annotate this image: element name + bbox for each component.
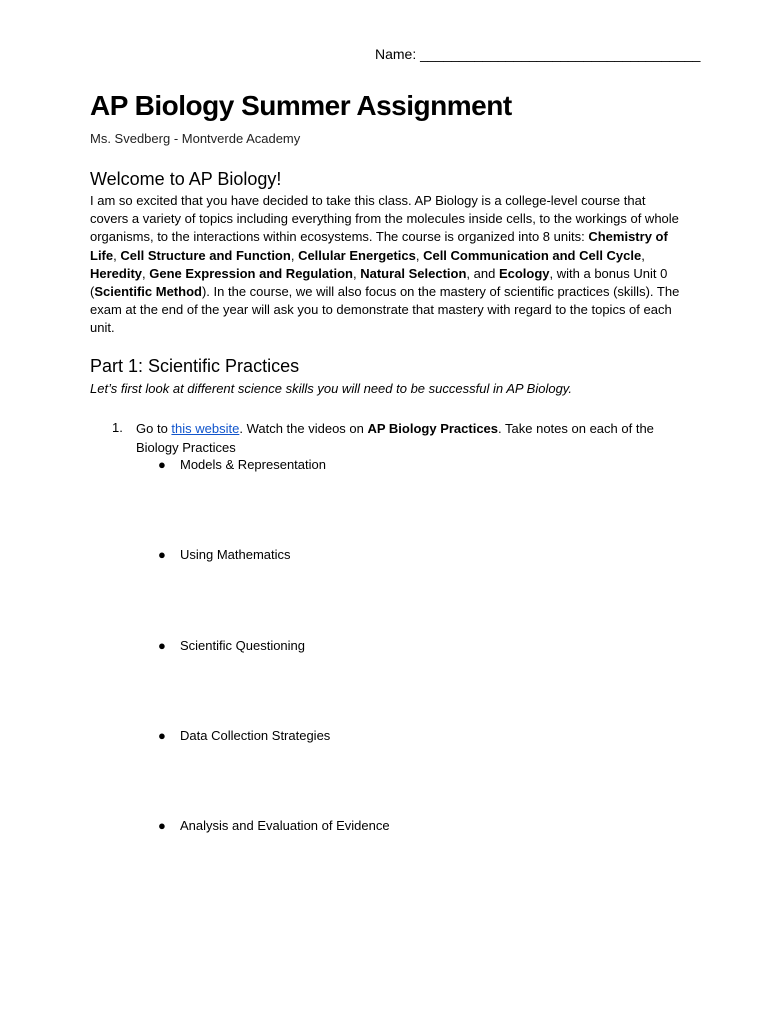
unit-cell-communication: Cell Communication and Cell Cycle	[423, 247, 642, 263]
practice-item-mathematics	[158, 547, 291, 562]
bullet-icon: ●	[158, 728, 166, 743]
practice-label: Using Mathematics	[180, 547, 291, 562]
practice-label: Analysis and Evaluation of Evidence	[180, 818, 390, 833]
bullet-icon: ●	[158, 457, 166, 472]
unit-natural-selection: Natural Selection	[360, 265, 467, 281]
intro-separator: ,	[142, 265, 150, 281]
unit-heredity: Heredity	[90, 265, 143, 281]
practice-label: Scientific Questioning	[180, 638, 306, 653]
unit-chemistry-of-life: Chemistry of Life	[90, 229, 668, 263]
question-text-end: . Take notes on each of the Biology Practices	[136, 421, 654, 455]
practice-item-questioning	[158, 638, 305, 653]
practice-item-models	[158, 457, 326, 472]
intro-separator: ,	[352, 265, 361, 281]
bullet-icon: ●	[158, 818, 166, 833]
intro-paragraph	[90, 192, 680, 338]
unit-scientific-method: Scientific Method	[94, 284, 202, 300]
question-text	[136, 420, 681, 457]
intro-text-start: I am so excited that you have decided to take this class. AP Biology is a college-level course that covers a variety of topics including everything from the molecules inside cells, to the workings of whole organisms, to the interactions within ecosystems. The course is organized into 8 units:	[90, 193, 679, 245]
intro-separator: ,	[641, 247, 645, 263]
page-title: AP Biology Summer Assignment	[90, 90, 512, 121]
intro-separator: ,	[113, 247, 121, 263]
practice-item-analysis	[158, 818, 390, 833]
practice-item-data-collection	[158, 728, 330, 743]
question-number: 1.	[112, 420, 123, 435]
unit-cellular-energetics: Cellular Energetics	[298, 247, 416, 263]
intro-separator: , and	[466, 265, 499, 281]
part1-heading: Part 1: Scientific Practices	[90, 356, 300, 376]
part1-description: Let’s first look at different science skills you will need to be successful in AP Biology.	[90, 381, 572, 396]
intro-text-end: ). In the course, we will also focus on the mastery of scientific practices (skills). The exam at the end of the year will ask you to demonstrate that mastery with regard to the topics of each unit.	[90, 284, 680, 336]
page-subtitle: Ms. Svedberg - Montverde Academy	[90, 131, 301, 146]
practice-label: Data Collection Strategies	[180, 728, 331, 743]
practice-label: Models & Representation	[180, 457, 326, 472]
unit-ecology: Ecology	[498, 265, 550, 281]
intro-separator: , with a bonus Unit 0 (	[90, 265, 668, 300]
intro-separator: ,	[290, 247, 299, 263]
bullet-icon: ●	[158, 547, 166, 562]
question-text-middle: . Watch the videos on	[239, 421, 368, 436]
intro-separator: ,	[415, 247, 424, 263]
unit-cell-structure: Cell Structure and Function	[120, 247, 291, 263]
bullet-icon: ●	[158, 638, 166, 653]
website-link[interactable]: this website	[171, 421, 240, 436]
name-field-line: Name: ____________________________________	[375, 46, 701, 62]
welcome-heading: Welcome to AP Biology!	[90, 169, 282, 189]
question-bold-text: AP Biology Practices	[367, 421, 499, 436]
question-text-start: Go to	[136, 421, 172, 436]
unit-gene-expression: Gene Expression and Regulation	[149, 265, 353, 281]
